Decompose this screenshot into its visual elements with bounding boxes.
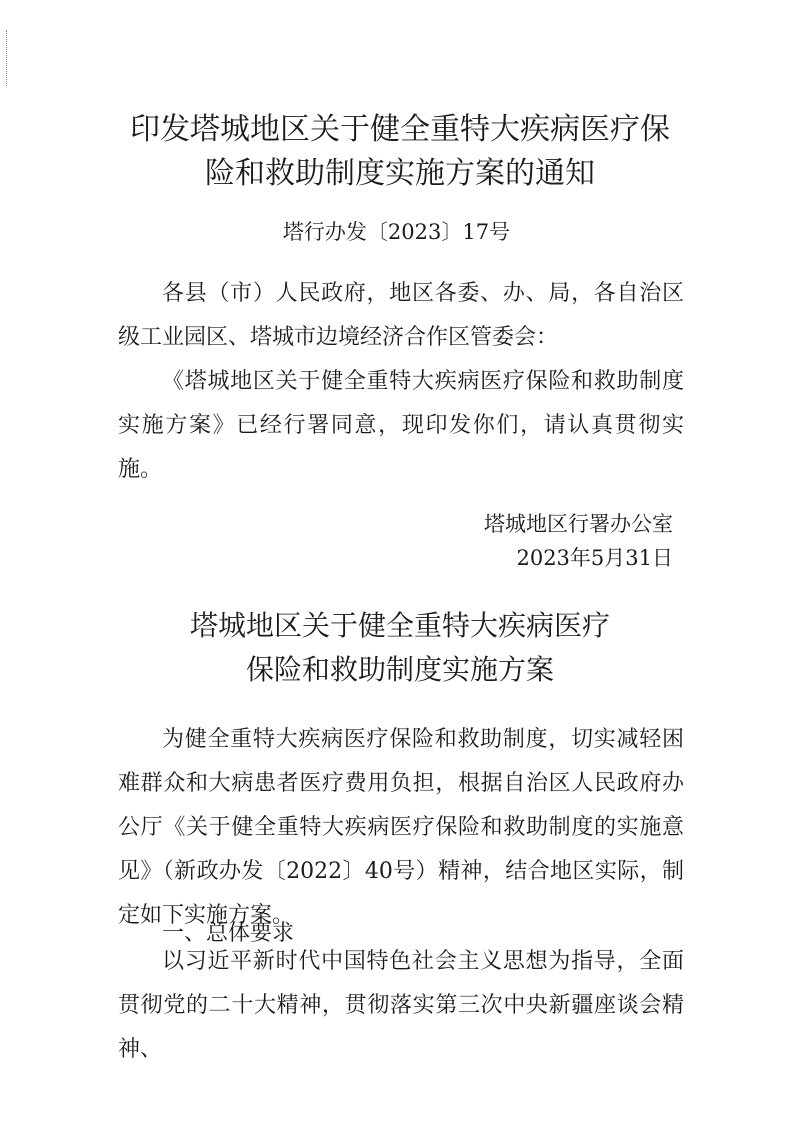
notice-title-line1: 印发塔城地区关于健全重特大疾病医疗保 (130, 112, 670, 147)
document-number: 塔行办发〔2023〕17号 (282, 220, 511, 244)
issuer: 塔城地区行署办公室 (484, 512, 673, 536)
plan-intro: 为健全重特大疾病医疗保险和救助制度，切实减轻困难群众和大病患者医疗费用负担，根据自治区人民政府办公厅《关于健全重特大疾病医疗保险和救助制度的实施意见》（新政办发〔2022〕40号）精神，结合地区实际，制定如下实施方案。 (118, 727, 684, 928)
issue-date: 2023年5月31日 (516, 546, 673, 570)
notice-title (100, 108, 700, 196)
plan-title (100, 604, 700, 692)
plan-title-line2: 保险和救助制度实施方案 (245, 653, 554, 686)
scan-margin-mark (6, 30, 11, 86)
notice-title-line2: 险和救助制度实施方案的通知 (205, 156, 595, 191)
section-text: 以习近平新时代中国特色社会主义思想为指导，全面贯彻党的二十大精神，贯彻落实第三次中央新疆座谈会精神、 (118, 949, 684, 1062)
notice-body: 《塔城地区关于健全重特大疾病医疗保险和救助制度实施方案》已经行署同意，现印发你们，请认真贯彻实施。 (118, 369, 684, 482)
plan-title-line1: 塔城地区关于健全重特大疾病医疗 (189, 609, 610, 642)
addressees: 各县（市）人民政府，地区各委、办、局，各自治区级工业园区、塔城市边境经济合作区管委会： (118, 281, 684, 350)
section-heading: 一、总体要求 (162, 921, 295, 946)
